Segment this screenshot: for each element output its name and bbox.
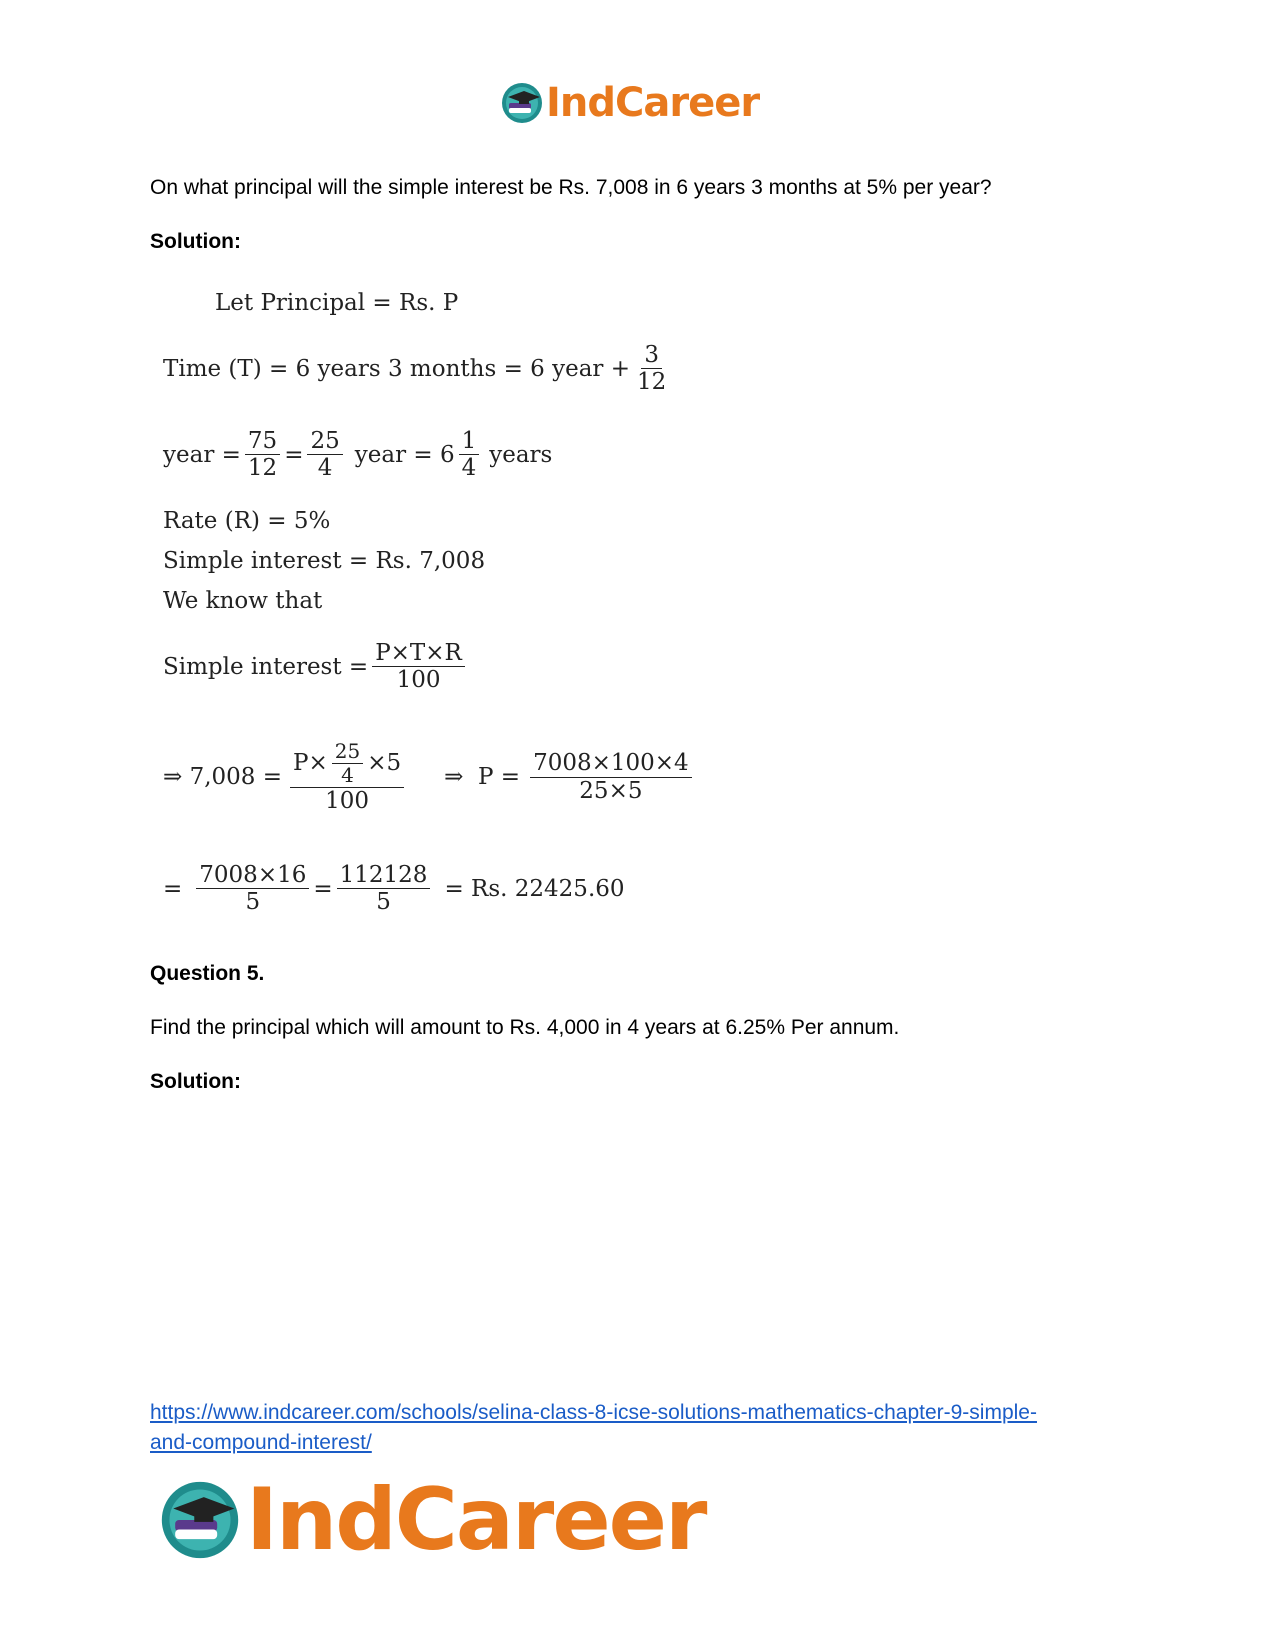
step1-fraction-2 [530, 750, 692, 804]
footer-source-link[interactable] [150, 1398, 1130, 1458]
fraction-denominator: 4 [341, 763, 354, 787]
year-label: year = [163, 441, 241, 468]
footer-logo [158, 1470, 705, 1570]
time-text: Time (T) = 6 years 3 months = 6 year + [163, 355, 630, 382]
step2-fraction-2 [337, 862, 431, 916]
footer-link-line1: https://www.indcareer.com/schools/selina-class-8-icse-solutions-mathematics-chapter-9-simple- [150, 1401, 1037, 1424]
fraction-denominator: 100 [396, 667, 441, 694]
year-fraction-2 [307, 428, 342, 482]
time-line [163, 342, 673, 396]
step1-inner-fraction [332, 740, 363, 787]
fraction-denominator: 5 [245, 889, 261, 916]
year-fraction-3 [459, 428, 480, 482]
logo-text: IndCareer [546, 80, 760, 126]
step1-left: ⇒ 7,008 = [163, 764, 283, 791]
footer-link-line2: and-compound-interest/ [150, 1431, 372, 1454]
step2-result: = Rs. 22425.60 [444, 875, 625, 902]
fraction-numerator: 7008×16 [196, 862, 309, 889]
years-word: years [489, 441, 553, 468]
step2-eq-2: = [313, 875, 333, 902]
step2-line [163, 862, 625, 916]
question5-text: Find the principal which will amount to Rs. 4,000 in 4 years at 6.25% Per annum. [150, 1016, 900, 1039]
we-know-line: We know that [163, 588, 323, 614]
formula-label: Simple interest = [163, 653, 369, 680]
step1-denominator: 100 [325, 788, 370, 814]
fraction-denominator: 4 [461, 455, 477, 482]
let-principal-line: Let Principal = Rs. P [215, 290, 459, 316]
simple-interest-value-line: Simple interest = Rs. 7,008 [163, 548, 486, 574]
time-fraction [634, 342, 669, 396]
fraction-numerator: 112128 [337, 862, 431, 889]
equals-sign: = [284, 441, 304, 468]
rate-line: Rate (R) = 5% [163, 508, 331, 534]
step2-fraction-1 [196, 862, 309, 916]
fraction-denominator: 4 [317, 455, 333, 482]
year-fraction-1 [245, 428, 280, 482]
step1-num-p: P× [293, 750, 328, 777]
fraction-numerator: 75 [245, 428, 280, 455]
step1-line [163, 740, 696, 814]
fraction-denominator: 25×5 [579, 777, 643, 804]
logo-text: IndCareer [246, 1470, 706, 1570]
formula-fraction [372, 640, 465, 694]
header-logo [500, 80, 759, 126]
fraction-denominator: 12 [637, 369, 667, 396]
year-conversion-line [163, 428, 552, 482]
step1-right: ⇒ P = [444, 764, 521, 791]
step2-eq: = [163, 875, 183, 902]
year-mid-text: year = 6 [354, 441, 455, 468]
formula-line [163, 640, 469, 694]
fraction-numerator: 25 [307, 428, 342, 455]
graduation-book-icon [158, 1478, 242, 1562]
fraction-numerator: 25 [332, 740, 363, 764]
step1-num-r: ×5 [367, 750, 402, 777]
graduation-book-icon [500, 81, 544, 125]
step1-fraction [290, 740, 404, 814]
question5-label: Question 5. [150, 962, 265, 985]
question-text: On what principal will the simple interest be Rs. 7,008 in 6 years 3 months at 5% per year? [150, 176, 992, 199]
fraction-numerator: 7008×100×4 [530, 750, 692, 777]
fraction-numerator: 3 [641, 342, 662, 369]
fraction-numerator: P×T×R [372, 640, 465, 667]
fraction-denominator: 12 [247, 455, 278, 482]
solution2-label: Solution: [150, 1070, 241, 1093]
fraction-denominator: 5 [376, 889, 391, 916]
solution-label: Solution: [150, 230, 241, 253]
step1-numerator [290, 740, 404, 788]
fraction-numerator: 1 [459, 428, 480, 455]
